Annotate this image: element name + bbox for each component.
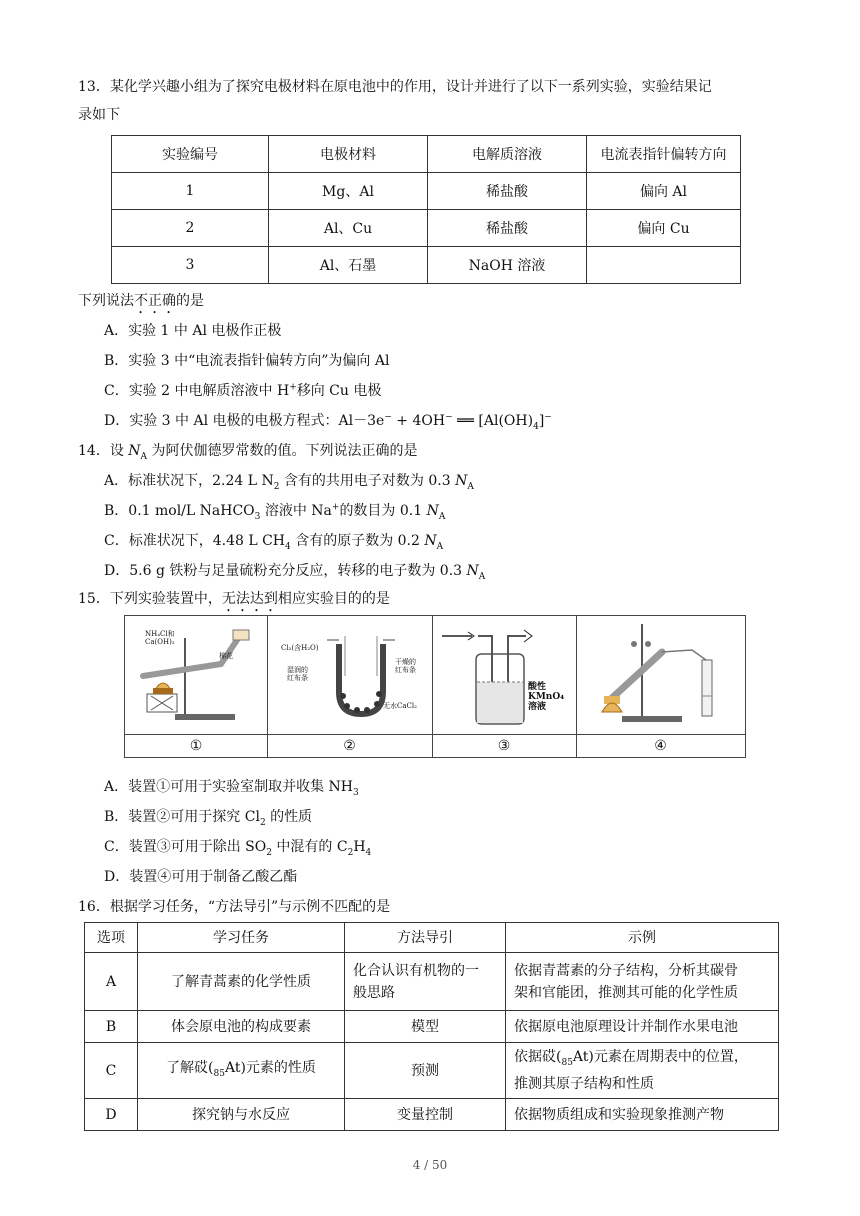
text: + 4OH [391, 413, 446, 429]
q16-table [84, 922, 779, 1131]
fig1-label: 棉花 [219, 652, 233, 660]
q14-option-a [104, 470, 474, 492]
table-header-row [112, 136, 741, 173]
q15-option-d: D．装置④可用于制备乙酸乙酯 [104, 869, 298, 885]
cell [345, 953, 506, 1011]
cell: 2 [112, 210, 269, 247]
cell: NaOH 溶液 [428, 247, 587, 284]
q14-stem [78, 440, 417, 462]
stem-emphasis: 无法达到 [221, 591, 278, 607]
text: A．装置①可用于实验室制取并收集 NH [104, 779, 354, 795]
cell [506, 1043, 779, 1099]
cell [587, 247, 741, 284]
page-number: 4 / 50 [412, 1158, 448, 1172]
cell: 探究钠与水反应 [138, 1099, 345, 1131]
fig3-label: 溶液 [528, 702, 547, 712]
text: 中混有的 C [271, 839, 348, 855]
na-symbol: N [424, 533, 437, 549]
q13-table [111, 135, 741, 284]
caption-2: ② [267, 735, 433, 757]
q13-option-b: B．实验 3 中“电流表指针偏转方向”为偏向 Al [104, 353, 390, 369]
table-header-row [85, 923, 779, 953]
sup: − [384, 412, 392, 423]
header-cell: 电极材料 [269, 136, 428, 173]
header-cell: 实验编号 [112, 136, 269, 173]
text: ] [538, 413, 545, 429]
cell: 3 [112, 247, 269, 284]
fig2-label: 湿润的 [287, 666, 308, 674]
cell: Al、石墨 [269, 247, 428, 284]
header-cell: 方法导引 [345, 923, 506, 953]
header-cell: 示例 [506, 923, 779, 953]
q13-stem-line1: 13．某化学兴趣小组为了探究电极材料在原电池中的作用，设计并进行了以下一系列实验，实验结果记 [78, 79, 712, 95]
sup: + [289, 382, 297, 393]
fig2-label: 无水CaCl₂ [383, 702, 417, 710]
apparatus-4-drawing [576, 616, 745, 734]
caption-1: ① [125, 735, 268, 757]
cell [506, 953, 779, 1011]
fig2-label: 干燥的 [395, 658, 416, 666]
sub: 4 [533, 421, 539, 432]
apparatus-captions [125, 734, 745, 757]
sub: A [467, 481, 474, 492]
table-row [85, 1099, 779, 1131]
cell-line [514, 1046, 778, 1074]
sub: 2 [259, 817, 266, 828]
text: 的数目为 0.1 [339, 503, 427, 519]
text: D．5.6 g 铁粉与足量硫粉充分反应，转移的电子数为 0.3 [104, 563, 467, 579]
cell: Al、Cu [269, 210, 428, 247]
q15-option-b [104, 806, 312, 828]
text: B．0.1 mol/L NaHCO [104, 503, 255, 519]
table-row [112, 173, 741, 210]
cell: 稀盐酸 [428, 173, 587, 210]
sub: 4 [365, 847, 372, 858]
sub: A [140, 451, 148, 462]
caption-4: ④ [654, 738, 667, 754]
text: A．标准状况下，2.24 L N [104, 473, 274, 489]
text: 相应实验目的的是 [277, 591, 390, 607]
na-symbol: N [426, 503, 439, 519]
cell-line: 般思路 [353, 984, 395, 1001]
text: C．标准状况下，4.48 L CH [104, 533, 286, 549]
text: [Al(OH) [478, 413, 534, 429]
q16-stem: 16．根据学习任务，“方法导引”与示例不匹配的是 [78, 899, 391, 915]
fig2-label: 红布条 [287, 674, 308, 682]
cell: 依据原电池原理设计并制作水果电池 [506, 1011, 779, 1043]
sub: 2 [273, 481, 280, 492]
text: 14．设 [78, 443, 129, 459]
text: 溶液中 Na [260, 503, 332, 519]
q15-option-c [104, 836, 371, 858]
cell [138, 1043, 345, 1099]
table-row [85, 953, 779, 1011]
cell: 稀盐酸 [428, 210, 587, 247]
text: At)元素在周期表中的位置， [572, 1048, 748, 1065]
equals-sign: ══ [452, 413, 479, 429]
q13-stem-line2: 录如下 [78, 107, 120, 123]
text: D．实验 3 中 Al 电极的电极方程式：Al－3e [104, 413, 385, 429]
cell-line: 化合认识有机物的一 [353, 962, 479, 979]
prompt-text: 的是 [176, 293, 204, 309]
fig2-label: 红布条 [395, 666, 416, 674]
cell-line: 依据青蒿素的分子结构，分析其碳骨 [514, 962, 738, 979]
text: 的性质 [265, 809, 313, 825]
q14-option-b [104, 500, 445, 522]
apparatus-figure-table [124, 615, 746, 758]
q13-option-c [104, 380, 381, 400]
sub: 3 [353, 787, 359, 798]
table-row [112, 210, 741, 247]
q14-option-c [104, 530, 443, 552]
na-symbol: N [466, 563, 479, 579]
q15-stem [78, 588, 390, 615]
apparatus-3-figure [432, 616, 577, 734]
sub: A [436, 541, 444, 552]
apparatus-1-figure [125, 616, 268, 734]
text: At)元素的性质 [224, 1059, 316, 1076]
text: 15．下列实验装置中， [78, 591, 222, 607]
text: 了解砹( [166, 1059, 214, 1076]
cell: 变量控制 [345, 1099, 506, 1131]
prompt-emphasis: 不正确 [134, 293, 176, 309]
cell: 预测 [345, 1043, 506, 1099]
cell: B [85, 1011, 138, 1043]
text: C．装置③可用于除出 SO [104, 839, 267, 855]
prompt-text: 下列说法 [78, 293, 134, 309]
table-row [85, 1011, 779, 1043]
header-cell: 电解质溶液 [428, 136, 587, 173]
sub: 4 [285, 541, 291, 552]
cell: 偏向 Al [587, 173, 741, 210]
caption-3: ③ [432, 735, 577, 757]
q15-option-a [104, 776, 359, 798]
sub: 85 [561, 1057, 573, 1068]
text: 移向 Cu 电极 [296, 383, 382, 399]
cell: 偏向 Cu [587, 210, 741, 247]
sup: − [445, 412, 453, 423]
header-cell: 选项 [85, 923, 138, 953]
text: C．实验 2 中电解质溶液中 H [104, 383, 290, 399]
text: B．装置②可用于探究 Cl [104, 809, 260, 825]
fig3-label: 酸性 [528, 682, 547, 692]
cell: A [85, 953, 138, 1011]
sub: 2 [266, 847, 272, 858]
text: 为阿伏伽德罗常数的值。下列说法正确的是 [147, 443, 418, 459]
cell-line: 推测其原子结构和性质 [514, 1076, 654, 1093]
fig3-label: KMnO₄ [528, 692, 565, 702]
cell: 体会原电池的构成要素 [138, 1011, 345, 1043]
cell: 依据物质组成和实验现象推测产物 [506, 1099, 779, 1131]
cell: 1 [112, 173, 269, 210]
na-symbol: N [455, 473, 468, 489]
cell: 了解青蒿素的化学性质 [138, 953, 345, 1011]
sup: − [544, 412, 552, 423]
text: 含有的共用电子对数为 0.3 [279, 473, 456, 489]
q13-prompt [78, 290, 204, 317]
apparatus-2-figure [267, 616, 433, 734]
cell: C [85, 1043, 138, 1099]
table-row [85, 1043, 779, 1099]
cell: D [85, 1099, 138, 1131]
sup: + [331, 502, 340, 513]
fig1-label: NH₄Cl和 [145, 630, 175, 638]
text: H [353, 839, 366, 855]
apparatus-3-drawing [432, 616, 576, 734]
sub: 85 [213, 1068, 225, 1079]
header-cell: 电流表指针偏转方向 [587, 136, 741, 173]
cell: 模型 [345, 1011, 506, 1043]
header-cell: 学习任务 [138, 923, 345, 953]
table-row [112, 247, 741, 284]
text: 依据砹( [514, 1048, 562, 1065]
fig1-label: Ca(OH)₂ [145, 638, 175, 646]
cell: Mg、Al [269, 173, 428, 210]
q13-option-a: A．实验 1 中 Al 电极作正极 [104, 323, 282, 339]
sub: 2 [347, 847, 354, 858]
q14-option-d [104, 560, 485, 582]
sub: A [478, 571, 486, 582]
sub: 3 [254, 511, 261, 522]
q13-option-d [104, 410, 552, 432]
fig2-label: Cl₂(含H₂O) [281, 644, 319, 652]
apparatus-4-figure [576, 616, 746, 734]
na-symbol: N [128, 443, 141, 459]
cell-line: 架和官能团，推测其可能的化学性质 [514, 984, 738, 1001]
text: 含有的原子数为 0.2 [290, 533, 425, 549]
sub: A [438, 511, 446, 522]
